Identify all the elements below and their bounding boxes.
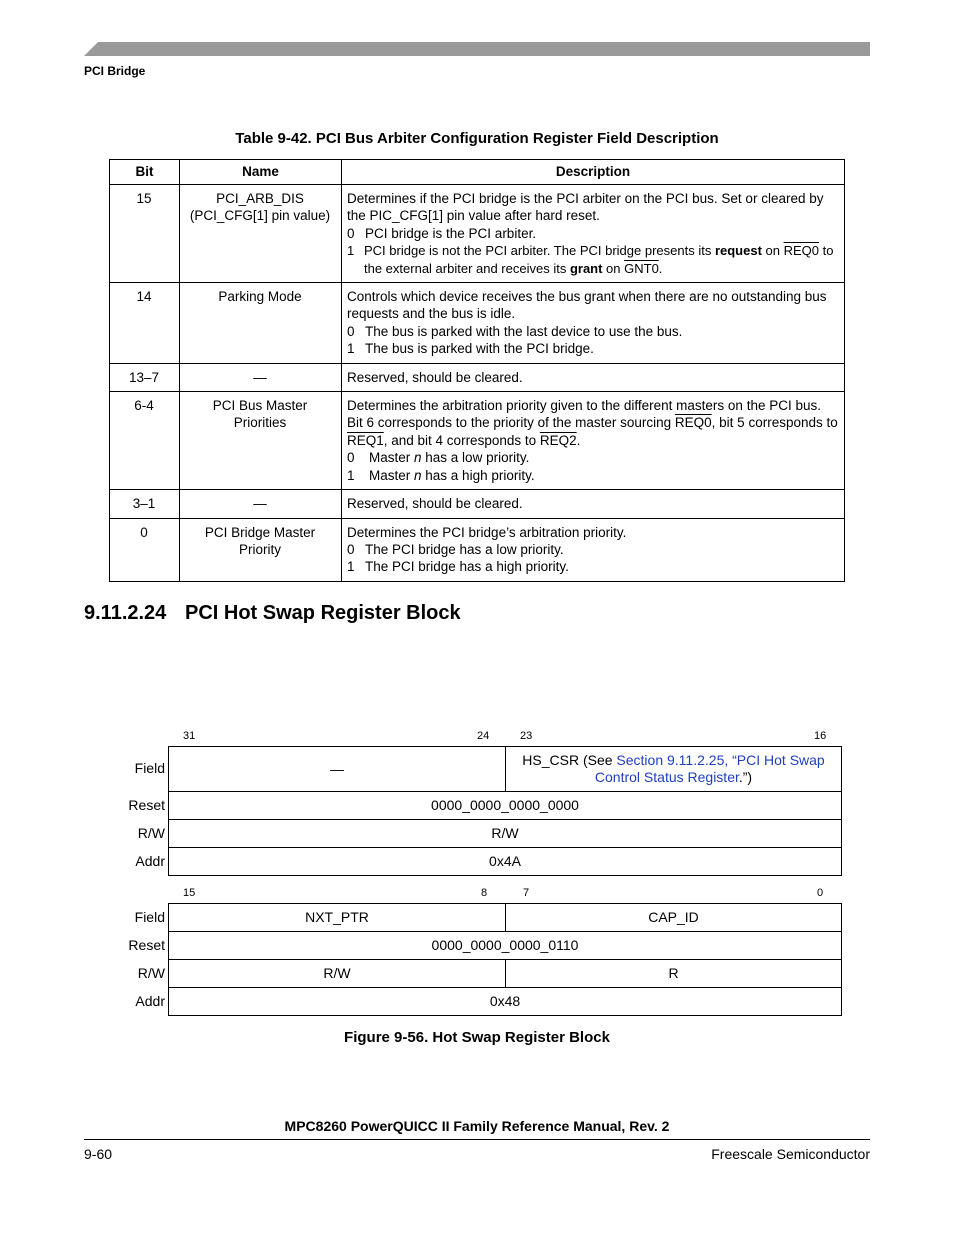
name-line: PCI Bus Master (212, 398, 308, 414)
section-heading: 9.11.2.24 PCI Hot Swap Register Block (84, 602, 461, 624)
bit-number-7: 7 (523, 887, 530, 899)
description-text: Determines the PCI bridge’s arbitration priority. (347, 524, 627, 540)
name-line: PCI Bridge Master (204, 524, 316, 540)
column-header-bit: Bit (110, 160, 180, 185)
footer-rule (84, 1139, 870, 1140)
company-name: Freescale Semiconductor (711, 1146, 870, 1162)
header-bar (84, 42, 870, 56)
row-label-addr: Addr (135, 853, 165, 869)
reset-value: 0000_0000_0000_0000 (168, 791, 842, 820)
rw-value-left: R/W (168, 959, 506, 988)
reset-value: 0000_0000_0000_0110 (168, 931, 842, 960)
name-line: PCI_ARB_DIS (216, 191, 304, 206)
field-reserved: — (168, 746, 506, 792)
row-label-reset: Reset (128, 937, 165, 953)
name-cell: — (180, 490, 342, 518)
name-line: (PCI_CFG[1] pin value) (189, 208, 331, 224)
rw-value: R/W (168, 819, 842, 848)
name-cell: — (180, 363, 342, 391)
footer-title: MPC8260 PowerQUICC II Family Reference Manual, Rev. 2 (284, 1118, 670, 1134)
bit-cell: 13–7 (110, 363, 180, 391)
name-cell (180, 283, 342, 364)
table-row (110, 283, 845, 364)
description-cell (342, 392, 845, 490)
table-row (110, 490, 845, 518)
bit-number-24: 24 (477, 730, 490, 742)
field-description-table (109, 159, 845, 582)
table-row (110, 392, 845, 490)
name-cell (180, 185, 342, 283)
value-line: 1 The bus is parked with the PCI bridge. (347, 341, 594, 357)
hs-csr-section-link[interactable]: Section 9.11.2.25, “PCI Hot Swap Control Status Register (594, 752, 825, 785)
running-header: PCI Bridge (84, 64, 146, 78)
bit-cell: 14 (110, 283, 180, 364)
bit-cell: 6-4 (110, 392, 180, 490)
bit-number-0: 0 (817, 887, 824, 899)
figure-caption: Figure 9-56. Hot Swap Register Block (344, 1029, 610, 1046)
description-cell (342, 185, 845, 283)
row-label-rw: R/W (137, 965, 165, 981)
value-line: 1 PCI bridge is not the PCI arbiter. The PCI bridge presents its request on REQ0 to the external arbiter and receives its grant on GNT0. (347, 243, 834, 276)
table-title: Table 9-42. PCI Bus Arbiter Configuration Register Field Description (235, 130, 719, 147)
description-text: Controls which device receives the bus grant when there are no outstanding bus requests and the bus is idle. (347, 289, 827, 322)
row-label-field: Field (134, 909, 165, 925)
page-number: 9-60 (84, 1146, 113, 1162)
field-cap-id: CAP_ID (505, 903, 842, 932)
bit-number-16: 16 (814, 730, 827, 742)
description-cell: Reserved, should be cleared. (342, 363, 845, 391)
table-row (110, 185, 845, 283)
description-cell: Reserved, should be cleared. (342, 490, 845, 518)
value-line: 1 The PCI bridge has a high priority. (347, 559, 569, 575)
table-row (110, 363, 845, 391)
value-line: 0 The bus is parked with the last device to use the bus. (347, 323, 683, 339)
description-text: Determines if the PCI bridge is the PCI arbiter on the PCI bus. Set or cleared by the PIC_CFG[1] pin value after hard reset. (347, 191, 824, 224)
bit-number-31: 31 (183, 730, 196, 742)
table-row (110, 518, 845, 581)
bit-number-23: 23 (520, 730, 533, 742)
rw-value-right: R (505, 959, 842, 988)
addr-value: 0x4A (168, 847, 842, 876)
row-label-rw: R/W (137, 825, 165, 841)
value-line: 1 Master n has a high priority. (347, 467, 535, 483)
name-cell (180, 392, 342, 490)
row-label-field: Field (134, 760, 165, 776)
name-cell (180, 518, 342, 581)
description-text: Determines the arbitration priority given to the different masters on the PCI bus. Bit 6 corresponds to the priority of the master sourcing REQ0, bit 5 corresponds to REQ1, and bit 4 corresponds to REQ2. (347, 398, 838, 448)
name-line: Parking Mode (218, 289, 302, 305)
bit-number-15: 15 (183, 887, 196, 899)
value-line: 0 PCI bridge is the PCI arbiter. (347, 225, 537, 241)
bit-cell: 0 (110, 518, 180, 581)
row-label-addr: Addr (135, 993, 165, 1009)
table-header-row (110, 160, 845, 185)
field-nxt-ptr: NXT_PTR (168, 903, 506, 932)
description-cell (342, 518, 845, 581)
name-line: Priority (238, 541, 281, 557)
field-hs-csr: HS_CSR (See Section 9.11.2.25, “PCI Hot Swap Control Status Register.”) (505, 746, 842, 792)
row-label-reset: Reset (128, 797, 165, 813)
bit-cell: 15 (110, 185, 180, 283)
column-header-description: Description (342, 160, 845, 185)
name-line: Priorities (233, 415, 287, 431)
description-cell (342, 283, 845, 364)
value-line: 0 The PCI bridge has a low priority. (347, 541, 564, 557)
column-header-name: Name (180, 160, 342, 185)
value-line: 0 Master n has a low priority. (347, 450, 530, 466)
bit-cell: 3–1 (110, 490, 180, 518)
bit-number-8: 8 (481, 887, 488, 899)
addr-value: 0x48 (168, 987, 842, 1016)
